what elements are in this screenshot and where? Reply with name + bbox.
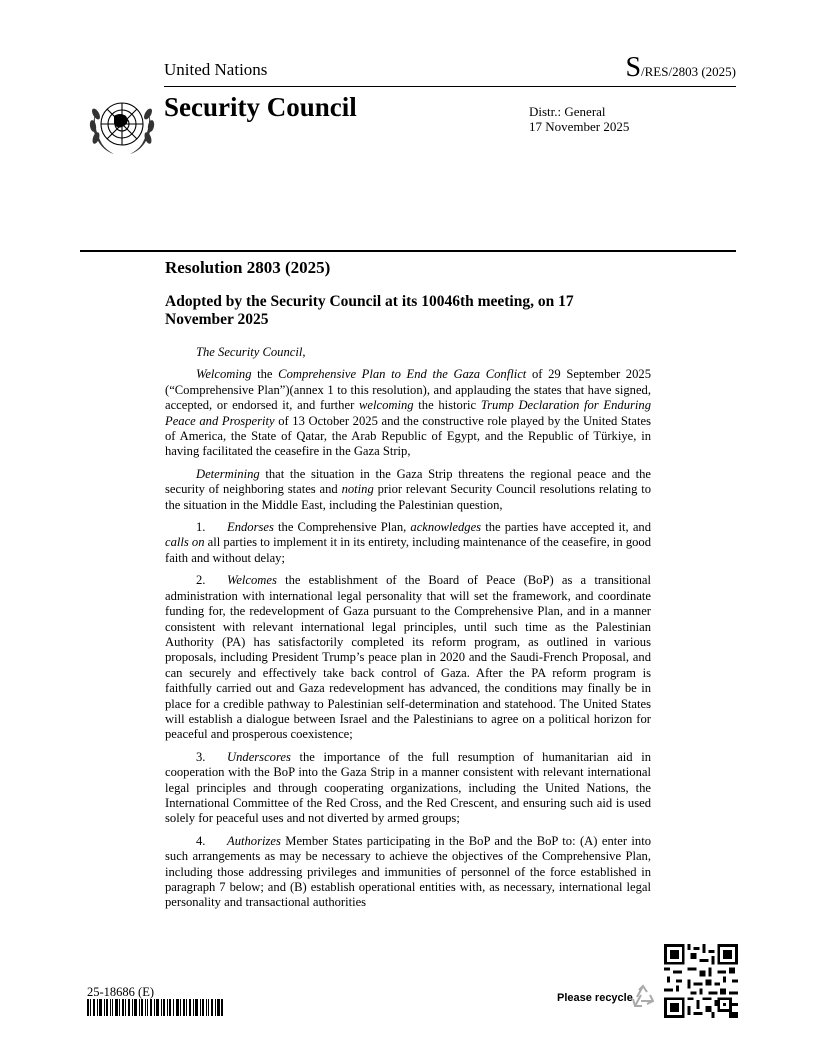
preamble-paragraph — [165, 467, 651, 513]
italic-term: Determining — [196, 466, 260, 481]
italic-term: Comprehensive Plan to End the Gaza Conflict — [278, 367, 527, 382]
text-span: Member States participating in the BoP and the BoP to: (A) enter into such arrangements as may be necessary to achieve the objectives of the Comprehensive Plan, including those addressing privileges and immunities of personnel of the force established in paragraph 7 below; and (B) establish operational entities with, as necessary, international legal personality and transactional authorities — [165, 833, 651, 910]
italic-term: noting — [341, 482, 374, 497]
organization-name: United Nations — [164, 60, 268, 79]
text-span: of 29 September 2025 (“Comprehensive Plan”)(annex 1 to this resolution), and applauding the states that have signed, accepted, or endorsed it, and further — [165, 367, 651, 413]
qr-code-icon — [664, 944, 738, 1018]
italic-term: calls on — [165, 535, 205, 550]
operative-paragraph — [165, 573, 651, 742]
italic-term: Endorses — [227, 520, 274, 535]
recycle-icon — [630, 984, 656, 1010]
council-name: Security Council — [164, 92, 357, 122]
text-span: that the situation in the Gaza Strip threatens the regional peace and the security of neighboring states and — [165, 466, 651, 497]
operative-paragraph — [165, 750, 651, 827]
distribution-block — [529, 104, 629, 134]
text-span: of 13 October 2025 and the constructive role played by the United States of America, the State of Qatar, the Arab Republic of Egypt, and the Republic of Türkiye, in having facilitated the ceasefire in the Gaza Strip, — [165, 413, 651, 459]
text-span: the parties have accepted it, and — [481, 520, 652, 535]
text-span: all parties to implement it in its entirety, including maintenance of the ceasefire, in good faith and without delay; — [165, 535, 652, 565]
italic-term: Trump Declaration for Enduring Peace and Prosperity — [165, 398, 651, 428]
text-span: the importance of the full resumption of humanitarian aid in cooperation with the BoP into the Gaza Strip in a manner consistent with relevant international legal principles and through cooperating organizations, including the United Nations, the International Committee of the Red Cross, and the Red Crescent, and ensuring such aid is used solely for peaceful uses and not diverted by armed groups; — [165, 749, 651, 826]
document-number: 25-18686 (E) — [87, 985, 154, 999]
un-emblem-icon — [84, 94, 160, 158]
text-span: the historic — [413, 398, 481, 413]
resolution-body — [165, 345, 651, 918]
italic-term: Underscores — [227, 749, 291, 764]
paragraph-number: 1. — [196, 520, 206, 535]
italic-term: Welcoming — [196, 367, 252, 382]
adoption-line: Adopted by the Security Council at its 10046th meeting, on 17 November 2025 — [165, 293, 574, 328]
barcode-icon — [87, 999, 223, 1016]
text-span: the establishment of the Board of Peace (BoP) as a transitional administration with international legal personality that will set the framework, and coordinate funding for, the redevelopment of Gaza pursuant to the Comprehensive Plan, and in a manner consistent with relevant international legal principles, until such time as the Palestinian Authority (PA) has satisfactorily completed its reform program, as outlined in various proposals, including President Trump’s peace plan in 2020 and the Saudi-French Proposal, and can securely and effectively take back control of Gaza. After the PA reform program is faithfully carried out and Gaza redevelopment has advanced, the conditions may finally be in place for a credible pathway to Palestinian self-determination and statehood. The United States will establish a dialogue between Israel and the Palestinians to agree on a political horizon for peaceful and prosperous coexistence; — [165, 573, 651, 742]
preamble-subject: The Security Council — [196, 345, 303, 359]
italic-term: Welcomes — [227, 573, 277, 588]
italic-term: acknowledges — [410, 520, 482, 535]
issue-date: 17 November 2025 — [529, 119, 630, 134]
text-span: the Comprehensive Plan, — [273, 520, 411, 535]
paragraph-number: 2. — [196, 573, 206, 588]
operative-paragraph — [165, 520, 651, 566]
text-span: the — [251, 367, 279, 382]
document-symbol — [625, 52, 736, 84]
title-rule — [80, 250, 736, 252]
paragraph-number: 4. — [196, 833, 206, 848]
header-rule — [164, 86, 736, 87]
symbol-letter: S — [625, 52, 642, 83]
symbol-rest: /RES/2803 (2025) — [641, 64, 736, 79]
preamble-opening: The Security Council, — [196, 345, 306, 359]
italic-term: Authorizes — [227, 833, 281, 848]
italic-term: welcoming — [358, 398, 414, 413]
operative-paragraph — [165, 834, 651, 911]
paragraph-number: 3. — [196, 749, 206, 764]
preamble-paragraph — [165, 367, 651, 459]
text-span: prior relevant Security Council resolutions relating to the situation in the Middle East, including the Palestinian question, — [165, 482, 652, 512]
distribution: Distr.: General — [529, 104, 606, 119]
resolution-title: Resolution 2803 (2025) — [165, 258, 331, 277]
recycle-label: Please recycle — [557, 992, 633, 1004]
